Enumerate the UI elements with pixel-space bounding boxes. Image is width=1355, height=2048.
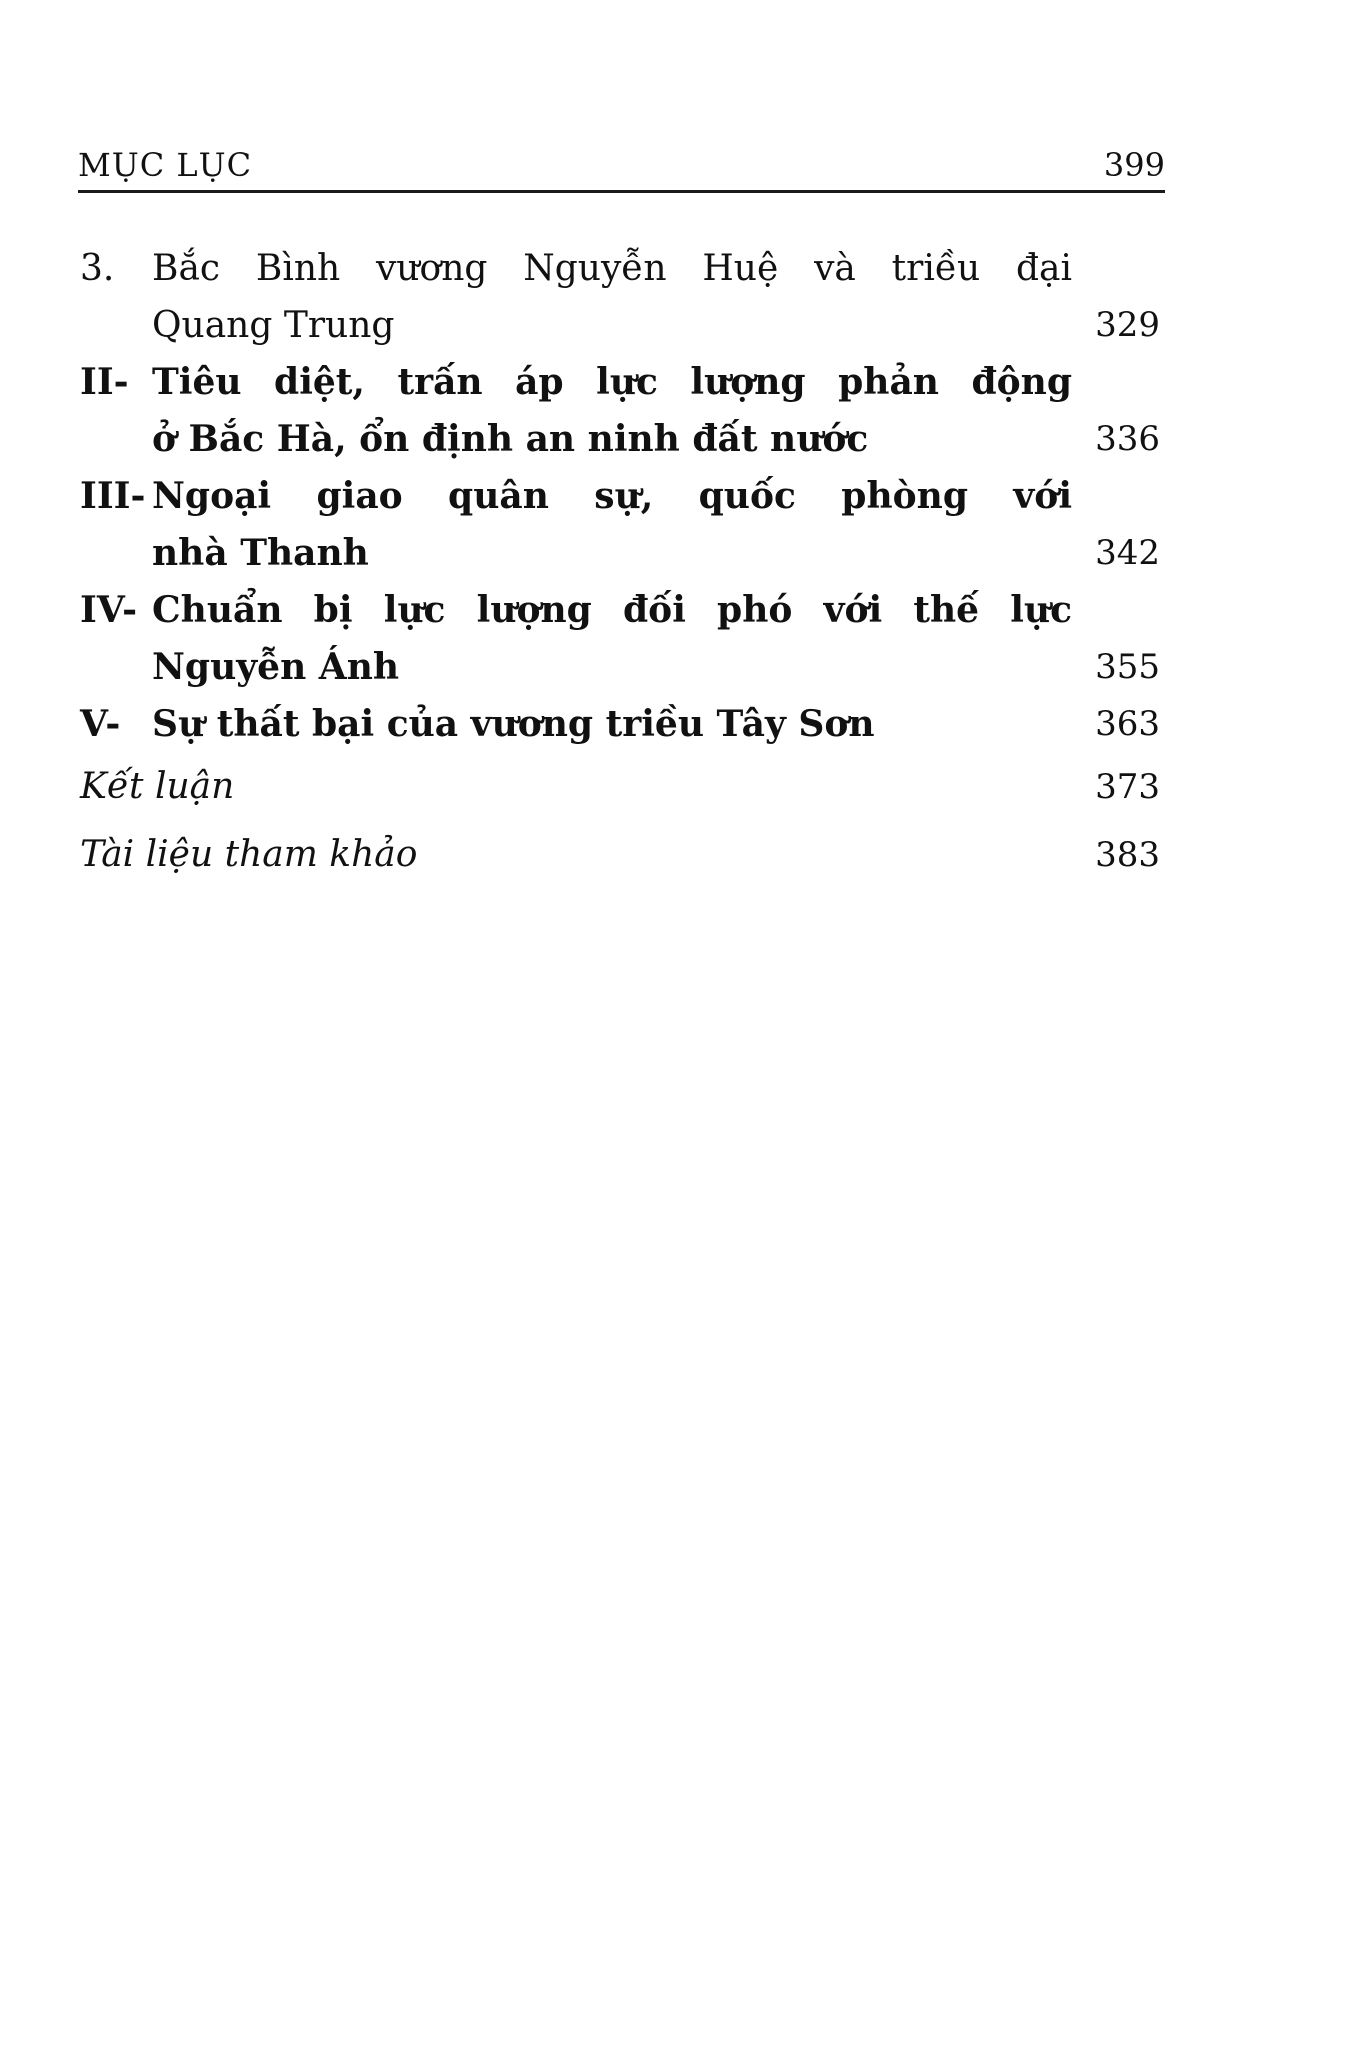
toc-entry-text: Tài liệu tham khảo: [80, 834, 418, 875]
toc-entry-marker: II-: [80, 361, 129, 403]
toc-entry-page: 373: [1095, 767, 1160, 807]
toc-entry-line: [80, 696, 1160, 753]
toc-entry-text: Quang Trung: [152, 305, 395, 346]
toc-entry-text: Kết luận: [80, 766, 235, 807]
table-of-contents: [80, 240, 1160, 889]
toc-entry-iii: [80, 468, 1160, 582]
toc-entry-line: [80, 582, 1160, 639]
toc-entry-page: 363: [1095, 704, 1160, 744]
toc-entry-marker: 3.: [80, 248, 115, 289]
toc-entry-line: [80, 468, 1160, 525]
toc-entry-line: [80, 753, 1160, 821]
toc-entry-ii: [80, 354, 1160, 468]
toc-entry-marker: V-: [80, 703, 121, 745]
toc-entry-text: Ngoại giao quân sự, quốc phòng với: [152, 475, 1072, 517]
toc-entry-text: ở Bắc Hà, ổn định an ninh đất nước: [152, 418, 869, 460]
toc-entry-line: [80, 297, 1160, 354]
toc-entry-line: [80, 354, 1160, 411]
running-page-number: 399: [1103, 146, 1165, 184]
toc-entry-line: [80, 639, 1160, 696]
toc-entry-references: [80, 821, 1160, 889]
toc-entry-text: Bắc Bình vương Nguyễn Huệ và triều đại: [152, 248, 1072, 289]
toc-entry-text: Nguyễn Ánh: [152, 646, 400, 688]
toc-entry-text: Chuẩn bị lực lượng đối phó với thế lực: [152, 589, 1072, 631]
toc-entry-page: 342: [1095, 533, 1160, 573]
toc-entry-text: Sự thất bại của vương triều Tây Sơn: [152, 703, 875, 745]
running-header: [78, 140, 1165, 193]
toc-entry-line: [80, 411, 1160, 468]
toc-entry-page: 355: [1095, 647, 1160, 687]
toc-entry-conclusion: [80, 753, 1160, 821]
toc-entry-line: [80, 821, 1160, 889]
toc-entry-text: Tiêu diệt, trấn áp lực lượng phản động: [152, 361, 1072, 403]
toc-entry-text: nhà Thanh: [152, 532, 369, 574]
toc-entry-iv: [80, 582, 1160, 696]
toc-entry-line: [80, 525, 1160, 582]
toc-entry-line: [80, 240, 1160, 297]
toc-entry-page: 383: [1095, 835, 1160, 875]
toc-entry-marker: IV-: [80, 589, 138, 631]
toc-entry-marker: III-: [80, 475, 146, 517]
toc-entry-page: 336: [1095, 419, 1160, 459]
toc-entry-page: 329: [1095, 305, 1160, 345]
toc-entry-3: [80, 240, 1160, 354]
running-title: MỤC LỤC: [78, 146, 253, 184]
toc-entry-v: [80, 696, 1160, 753]
